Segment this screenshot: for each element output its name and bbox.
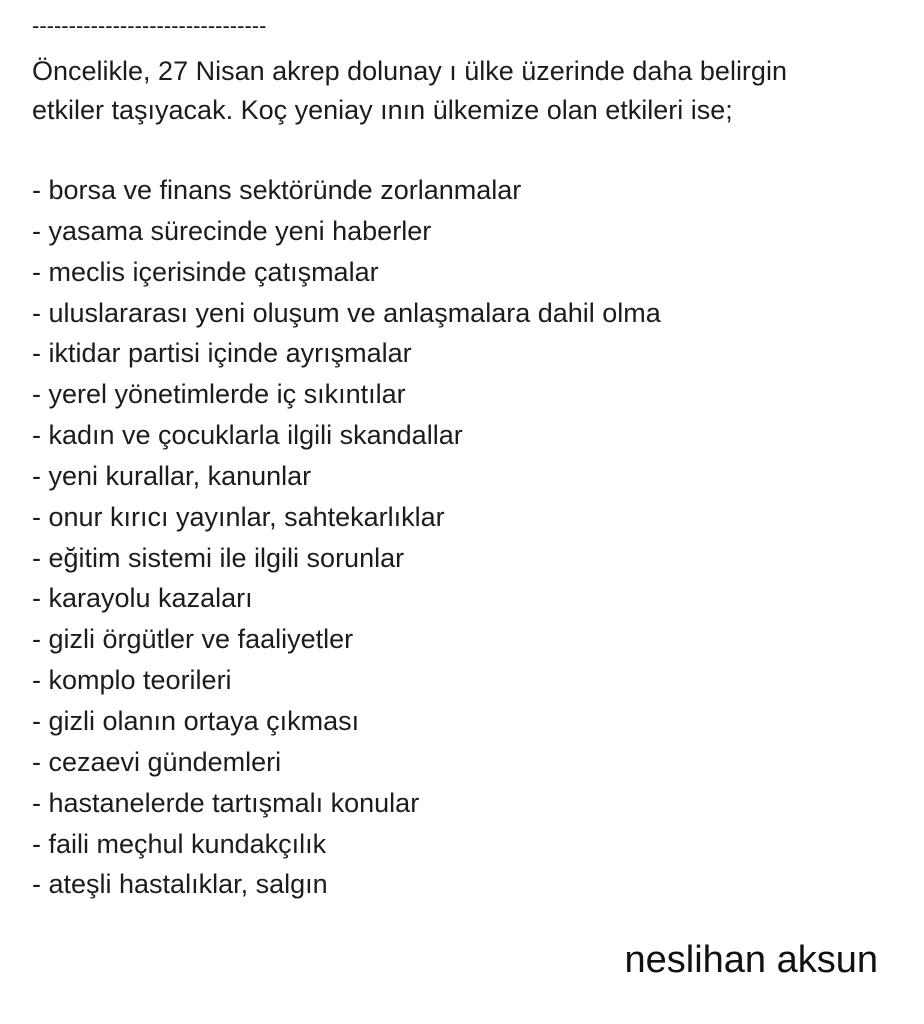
intro-paragraph: [32, 52, 902, 130]
list-item: - faili meçhul kundakçılık: [32, 828, 327, 859]
list-item: - kadın ve çocuklarla ilgili skandallar: [32, 420, 463, 451]
list-item: - iktidar partisi içinde ayrışmalar: [32, 338, 412, 369]
list-item: - komplo teorileri: [32, 665, 232, 696]
list-item: - ateşli hastalıklar, salgın: [32, 869, 328, 900]
list-item: - gizli örgütler ve faaliyetler: [32, 624, 354, 655]
list-item: - yasama sürecinde yeni haberler: [32, 215, 432, 246]
list-item: - hastanelerde tartışmalı konular: [32, 787, 420, 818]
list-item: - borsa ve finans sektöründe zorlanmalar: [32, 175, 522, 205]
list-item: - yerel yönetimlerde iç sıkıntılar: [32, 379, 406, 410]
effects-list: [32, 170, 661, 905]
list-item: - onur kırıcı yayınlar, sahtekarlıklar: [32, 501, 445, 532]
separator-line: --------------------------------: [32, 13, 267, 38]
intro-line-2: etkiler taşıyacak. Koç yeniay ının ülkemize olan etkileri ise;: [32, 95, 733, 125]
list-item: - karayolu kazaları: [32, 583, 253, 614]
list-item: - uluslararası yeni oluşum ve anlaşmalara dahil olma: [32, 297, 661, 328]
list-item: - cezaevi gündemleri: [32, 746, 282, 777]
list-item: - gizli olanın ortaya çıkması: [32, 705, 360, 736]
intro-line-1: Öncelikle, 27 Nisan akrep dolunay ı ülke üzerinde daha belirgin: [32, 56, 787, 86]
list-item: - eğitim sistemi ile ilgili sorunlar: [32, 542, 405, 573]
author-signature: neslihan aksun: [624, 939, 878, 981]
list-item: - yeni kurallar, kanunlar: [32, 460, 312, 491]
list-item: - meclis içerisinde çatışmalar: [32, 256, 379, 287]
